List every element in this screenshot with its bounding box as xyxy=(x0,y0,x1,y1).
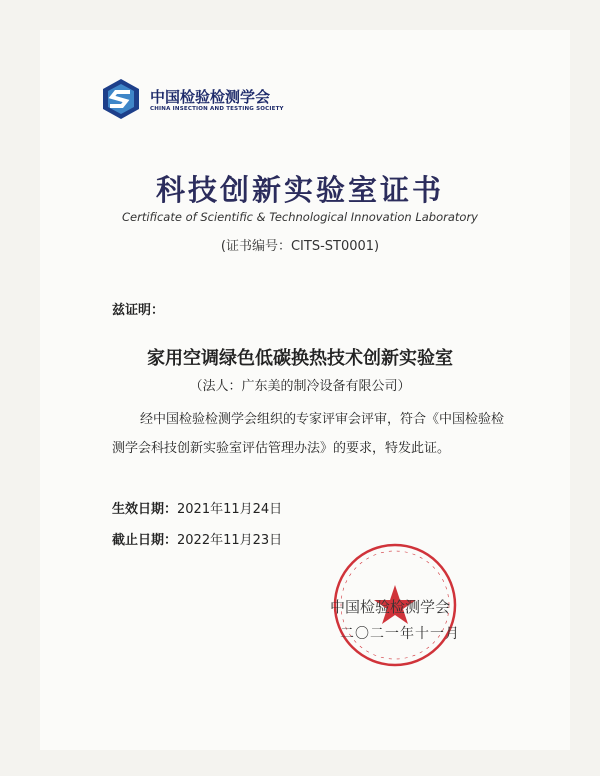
hereby-label: 兹证明： xyxy=(112,303,165,318)
society-logo-icon xyxy=(100,78,142,120)
expiry-date-label: 截止日期： xyxy=(112,533,178,548)
signature-date: 二〇二一年十一月 xyxy=(340,626,460,642)
expiry-date-value: 2022年11月23日 xyxy=(177,533,283,548)
org-name-cn: 中国检验检测学会 xyxy=(150,88,271,106)
body-line-2: 测学会科技创新实验室评估管理办法》的要求，特发此证。 xyxy=(112,441,451,456)
certificate-title: 科技创新实验室证书 xyxy=(155,173,444,207)
body-line-1: 经中国检验检测学会组织的专家评审会评审，符合《中国检验检 xyxy=(140,412,505,427)
certificate-title-en: Certificate of Scientific & Technological Innovation Laboratory xyxy=(122,210,478,224)
legal-entity: （法人：广东美的制冷设备有限公司） xyxy=(189,379,411,394)
org-name-en: CHINA INSECTION AND TESTING SOCIETY xyxy=(150,106,284,112)
expiry-date xyxy=(112,529,282,548)
effective-date-value: 2021年11月24日 xyxy=(177,502,283,517)
effective-date xyxy=(112,498,282,517)
signature-org: 中国检验检测学会 xyxy=(330,598,451,616)
certificate-number: (证书编号：CITS-ST0001) xyxy=(220,239,380,254)
lab-name: 家用空调绿色低碳换热技术创新实验室 xyxy=(147,348,453,369)
effective-date-label: 生效日期： xyxy=(112,502,178,517)
